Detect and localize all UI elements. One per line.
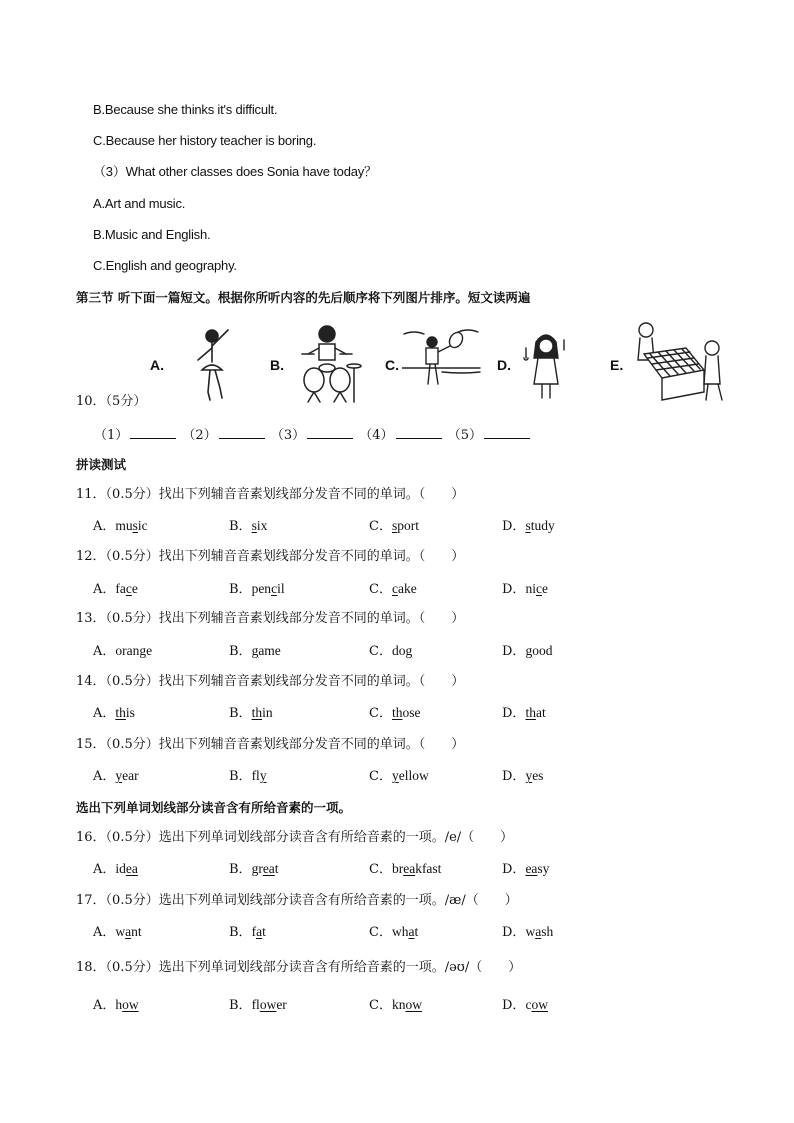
word-prefix: id bbox=[115, 861, 126, 876]
word-suffix: er bbox=[276, 997, 287, 1012]
q9-3-option-a: A.Art and music. bbox=[93, 196, 186, 211]
option-word bbox=[115, 518, 147, 533]
option-word bbox=[252, 924, 266, 939]
answer-option[interactable] bbox=[502, 924, 553, 941]
underlined-letters: g bbox=[405, 643, 413, 658]
word-suffix: sh bbox=[541, 924, 554, 939]
underlined-letters: ea bbox=[525, 861, 538, 876]
word-prefix: c bbox=[525, 997, 532, 1012]
option-word bbox=[252, 768, 267, 783]
option-letter: B． bbox=[229, 706, 252, 721]
underlined-letters: ea bbox=[125, 861, 138, 876]
underlined-letters: ow bbox=[122, 997, 139, 1012]
option-letter: A． bbox=[93, 925, 116, 940]
word-suffix: at bbox=[535, 705, 546, 720]
option-letter: C． bbox=[369, 644, 392, 659]
option-word bbox=[392, 997, 422, 1012]
option-letter: D． bbox=[502, 998, 526, 1013]
option-word bbox=[392, 581, 417, 596]
answer-option[interactable] bbox=[229, 518, 267, 535]
underlined-letters: y bbox=[391, 768, 399, 783]
q10-answer-blank-5[interactable] bbox=[484, 426, 530, 439]
answer-option[interactable] bbox=[93, 643, 152, 660]
q10-blank-label-3: （3） bbox=[270, 428, 306, 443]
picture-label-e: E. bbox=[610, 357, 624, 373]
underlined-letters: y bbox=[525, 768, 533, 783]
option-letter: D． bbox=[502, 582, 526, 597]
word-suffix: es bbox=[532, 768, 544, 783]
answer-option[interactable] bbox=[369, 581, 417, 598]
option-word bbox=[115, 768, 138, 783]
answer-option[interactable] bbox=[502, 581, 548, 598]
picture-label-a: A. bbox=[150, 357, 164, 373]
option-letter: B． bbox=[229, 998, 252, 1013]
option-word bbox=[525, 581, 548, 596]
word-prefix: mu bbox=[115, 518, 133, 533]
answer-option[interactable] bbox=[502, 861, 549, 878]
option-letter: B． bbox=[229, 862, 252, 877]
word-prefix: pen bbox=[251, 581, 272, 596]
option-word bbox=[115, 705, 135, 720]
underlined-letters: g bbox=[525, 643, 533, 658]
word-suffix: e bbox=[146, 643, 153, 658]
picture-label-c: C. bbox=[385, 357, 399, 373]
answer-option[interactable] bbox=[229, 861, 279, 878]
underlined-letters: y bbox=[115, 768, 123, 783]
word-prefix: fl bbox=[251, 997, 260, 1012]
option-word bbox=[252, 705, 273, 720]
q9-option-c: C.Because her history teacher is boring. bbox=[93, 133, 317, 148]
option-word bbox=[115, 643, 152, 658]
option-letter: B． bbox=[229, 925, 252, 940]
underlined-letters: ea bbox=[403, 861, 416, 876]
answer-option[interactable] bbox=[93, 924, 142, 941]
answer-option[interactable] bbox=[93, 768, 139, 785]
option-word bbox=[525, 924, 553, 939]
option-letter: A． bbox=[93, 706, 116, 721]
word-prefix: ni bbox=[525, 581, 536, 596]
option-letter: C． bbox=[369, 998, 392, 1013]
word-prefix: h bbox=[115, 997, 123, 1012]
answer-option[interactable] bbox=[93, 581, 138, 598]
q10-blank-label-2: （2） bbox=[182, 428, 217, 443]
underlined-letters: ea bbox=[262, 861, 275, 876]
section3-heading: 第三节 听下面一篇短文。根据你所听内容的先后顺序将下列图片排序。短文读两遍 bbox=[76, 290, 531, 305]
chess-players-icon bbox=[632, 320, 728, 404]
answer-option[interactable] bbox=[369, 861, 441, 878]
word-suffix: sy bbox=[537, 861, 550, 876]
option-letter: A． bbox=[93, 862, 116, 877]
word-suffix: tudy bbox=[530, 518, 555, 533]
underlined-letters: th bbox=[391, 705, 403, 720]
word-suffix: t bbox=[274, 861, 279, 876]
girl-singing-icon bbox=[522, 328, 572, 402]
underlined-letters: ow bbox=[531, 997, 548, 1012]
underlined-letters: y bbox=[259, 768, 267, 783]
word-suffix: in bbox=[262, 705, 273, 720]
answer-option[interactable] bbox=[229, 705, 273, 722]
picture-row bbox=[150, 320, 730, 404]
option-letter: A． bbox=[93, 998, 116, 1013]
option-word bbox=[252, 643, 281, 658]
q10-blank-label-5: （5） bbox=[447, 428, 482, 443]
word-suffix: ame bbox=[258, 643, 281, 658]
word-suffix: ose bbox=[402, 705, 421, 720]
option-word bbox=[392, 768, 429, 783]
answer-option[interactable] bbox=[502, 705, 546, 722]
question-stem: 17．（0.5分）选出下列单词划线部分读音含有所给音素的一项。/æ/（ ） bbox=[76, 893, 518, 908]
underlined-letters: s bbox=[251, 518, 257, 533]
answer-option[interactable] bbox=[369, 924, 418, 941]
word-suffix: ic bbox=[137, 518, 148, 533]
option-letter: C． bbox=[369, 582, 392, 597]
option-word bbox=[252, 861, 279, 876]
q9-3-option-c: C.English and geography. bbox=[93, 258, 237, 273]
option-letter: D． bbox=[502, 925, 526, 940]
word-suffix: port bbox=[397, 518, 419, 533]
option-letter: D． bbox=[502, 519, 526, 534]
q10-blank-label-1: （1） bbox=[94, 428, 129, 443]
answer-option[interactable] bbox=[369, 768, 429, 785]
answer-option[interactable] bbox=[502, 643, 552, 660]
question-stem: 11．（0.5分）找出下列辅音音素划线部分发音不同的单词。（ ） bbox=[76, 487, 465, 502]
underlined-letters: g bbox=[139, 643, 147, 658]
q9-option-b: B.Because she thinks it's difficult. bbox=[93, 102, 278, 117]
answer-option[interactable] bbox=[369, 518, 419, 535]
option-letter: A． bbox=[93, 769, 116, 784]
word-suffix: ellow bbox=[398, 768, 429, 783]
underlined-letters: ow bbox=[259, 997, 277, 1012]
word-suffix: t bbox=[262, 924, 266, 939]
option-word bbox=[392, 643, 412, 658]
word-prefix: gr bbox=[251, 861, 263, 876]
option-letter: D． bbox=[502, 862, 526, 877]
option-letter: C． bbox=[369, 925, 392, 940]
vowel-heading: 选出下列单词划线部分读音含有所给音素的一项。 bbox=[76, 800, 352, 815]
q10-number: 10．（5分） bbox=[76, 394, 147, 409]
word-prefix: w bbox=[525, 924, 536, 939]
word-suffix: e bbox=[541, 581, 548, 596]
q10-answer-blank-3[interactable] bbox=[307, 426, 353, 439]
word-prefix: fl bbox=[251, 768, 260, 783]
word-suffix: ear bbox=[122, 768, 139, 783]
underlined-letters: g bbox=[251, 643, 259, 658]
q10-answer-blank-1[interactable] bbox=[130, 426, 176, 439]
option-letter: D． bbox=[502, 644, 526, 659]
question-stem: 15．（0.5分）找出下列辅音音素划线部分发音不同的单词。（ ） bbox=[76, 737, 465, 752]
word-suffix: is bbox=[125, 705, 135, 720]
option-word bbox=[525, 861, 549, 876]
word-suffix: kfast bbox=[415, 861, 442, 876]
word-prefix: do bbox=[391, 643, 406, 658]
option-letter: A． bbox=[93, 582, 116, 597]
option-word bbox=[252, 997, 287, 1012]
option-letter: B． bbox=[229, 644, 252, 659]
option-word bbox=[115, 581, 138, 596]
underlined-letters: c bbox=[391, 581, 398, 596]
word-suffix: t bbox=[414, 924, 419, 939]
answer-option[interactable] bbox=[93, 997, 139, 1014]
underlined-letters: a bbox=[125, 924, 132, 939]
option-letter: C． bbox=[369, 519, 392, 534]
picture-label-b: B. bbox=[270, 357, 284, 373]
option-word bbox=[525, 643, 552, 658]
option-letter: C． bbox=[369, 706, 392, 721]
underlined-letters: th bbox=[251, 705, 263, 720]
tennis-player-icon bbox=[402, 328, 482, 402]
answer-option[interactable] bbox=[93, 705, 135, 722]
option-word bbox=[252, 581, 285, 596]
option-word bbox=[115, 924, 141, 939]
option-word bbox=[392, 705, 421, 720]
word-prefix: kn bbox=[391, 997, 406, 1012]
underlined-letters: a bbox=[535, 924, 542, 939]
word-prefix: w bbox=[115, 924, 126, 939]
word-prefix: wh bbox=[391, 924, 409, 939]
option-letter: A． bbox=[93, 644, 116, 659]
answer-option[interactable] bbox=[369, 705, 420, 722]
answer-option[interactable] bbox=[229, 581, 285, 598]
underlined-letters: c bbox=[125, 581, 132, 596]
answer-option[interactable] bbox=[229, 997, 287, 1014]
option-word bbox=[525, 768, 543, 783]
answer-option[interactable] bbox=[369, 997, 422, 1014]
option-letter: A． bbox=[93, 519, 116, 534]
word-suffix: ood bbox=[532, 643, 553, 658]
option-letter: C． bbox=[369, 769, 392, 784]
drummer-icon bbox=[292, 320, 362, 404]
word-prefix: br bbox=[391, 861, 404, 876]
option-letter: D． bbox=[502, 769, 526, 784]
option-word bbox=[525, 518, 554, 533]
underlined-letters: s bbox=[525, 518, 531, 533]
option-letter: B． bbox=[229, 582, 252, 597]
option-letter: B． bbox=[229, 519, 252, 534]
word-prefix: oran bbox=[115, 643, 140, 658]
q10-blank-label-4: （4） bbox=[359, 428, 394, 443]
word-suffix: e bbox=[131, 581, 138, 596]
option-word bbox=[525, 705, 545, 720]
ballerina-icon bbox=[188, 322, 238, 404]
underlined-letters: c bbox=[535, 581, 542, 596]
answer-option[interactable] bbox=[229, 924, 266, 941]
picture-label-d: D. bbox=[497, 357, 511, 373]
option-letter: B． bbox=[229, 769, 252, 784]
option-word bbox=[392, 924, 418, 939]
question-stem: 16．（0.5分）选出下列单词划线部分读音含有所给音素的一项。/e/（ ） bbox=[76, 830, 514, 845]
q9-3-stem: （3）What other classes does Sonia have today？ bbox=[93, 164, 377, 179]
word-prefix: fa bbox=[115, 581, 126, 596]
option-letter: D． bbox=[502, 706, 526, 721]
word-suffix: ake bbox=[397, 581, 417, 596]
option-word bbox=[115, 997, 138, 1012]
question-stem: 12．（0.5分）找出下列辅音音素划线部分发音不同的单词。（ ） bbox=[76, 549, 465, 564]
question-stem: 13．（0.5分）找出下列辅音音素划线部分发音不同的单词。（ ） bbox=[76, 611, 465, 626]
answer-option[interactable] bbox=[93, 861, 138, 878]
option-word bbox=[525, 997, 548, 1012]
answer-option[interactable] bbox=[502, 518, 555, 535]
option-word bbox=[252, 518, 268, 533]
answer-option[interactable] bbox=[369, 643, 412, 660]
q10-blanks bbox=[94, 426, 532, 444]
answer-option[interactable] bbox=[502, 768, 543, 785]
underlined-letters: ow bbox=[405, 997, 422, 1012]
q10-answer-blank-2[interactable] bbox=[219, 426, 265, 439]
underlined-letters: c bbox=[271, 581, 278, 596]
underlined-letters: a bbox=[408, 924, 415, 939]
underlined-letters: th bbox=[525, 705, 536, 720]
q9-3-option-b: B.Music and English. bbox=[93, 227, 211, 242]
question-stem: 14．（0.5分）找出下列辅音音素划线部分发音不同的单词。（ ） bbox=[76, 674, 465, 689]
q10-answer-blank-4[interactable] bbox=[396, 426, 442, 439]
underlined-letters: th bbox=[115, 705, 126, 720]
option-word bbox=[115, 861, 138, 876]
answer-option[interactable] bbox=[229, 768, 267, 785]
option-word bbox=[392, 518, 419, 533]
underlined-letters: s bbox=[132, 518, 138, 533]
word-suffix: nt bbox=[131, 924, 142, 939]
word-suffix: ix bbox=[256, 518, 268, 533]
option-word bbox=[392, 861, 441, 876]
answer-option[interactable] bbox=[93, 518, 148, 535]
option-letter: C． bbox=[369, 862, 392, 877]
word-suffix: il bbox=[277, 581, 285, 596]
spelling-heading: 拼读测试 bbox=[76, 457, 127, 472]
word-prefix: f bbox=[251, 924, 257, 939]
underlined-letters: a bbox=[256, 924, 263, 939]
question-stem: 18．（0.5分）选出下列单词划线部分读音含有所给音素的一项。/əʊ/（ ） bbox=[76, 960, 522, 975]
underlined-letters: s bbox=[391, 518, 398, 533]
answer-option[interactable] bbox=[502, 997, 548, 1014]
answer-option[interactable] bbox=[229, 643, 281, 660]
